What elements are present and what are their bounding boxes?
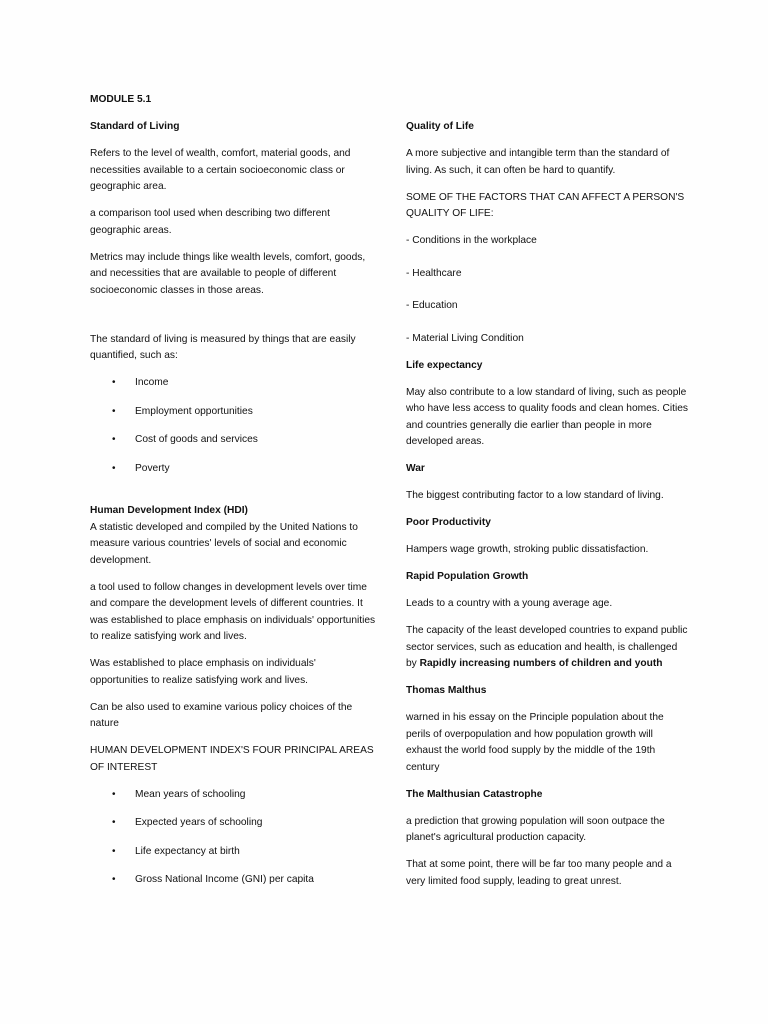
qol-factors-heading: SOME OF THE FACTORS THAT CAN AFFECT A PERSON'S QUALITY OF LIFE: bbox=[406, 191, 685, 219]
bullet-icon: • bbox=[112, 434, 116, 445]
bullet-icon: • bbox=[112, 405, 116, 417]
thomas-malthus-text: warned in his essay on the Principle population about the perils of overpopulation and how population growth will exhaust the world food supply by the middle of the 19th century bbox=[406, 712, 664, 773]
bullet-icon: • bbox=[112, 817, 116, 828]
poor-productivity-text: Hampers wage growth, stroking public dissatisfaction. bbox=[406, 544, 649, 555]
qol-factor: - Healthcare bbox=[406, 267, 462, 279]
rpg-text: Leads to a country with a young average age. bbox=[406, 598, 613, 609]
hdi-list bbox=[90, 787, 376, 889]
hdi-emphasis: Was established to place emphasis on individuals' opportunities to realize satisfying work and lives. bbox=[90, 658, 316, 686]
thomas-malthus-heading: Thomas Malthus bbox=[406, 685, 487, 696]
qol-factor: - Material Living Condition bbox=[406, 332, 524, 344]
sol-measured: The standard of living is measured by things that are easily quantified, such as: bbox=[90, 333, 356, 361]
war-heading: War bbox=[406, 463, 425, 474]
sol-metrics: Metrics may include things like wealth levels, comfort, goods, and necessities that are available to people of different socioeconomic classes in those areas. bbox=[90, 251, 366, 296]
qol-factor: - Conditions in the workplace bbox=[406, 235, 537, 246]
bullet-icon: • bbox=[112, 462, 116, 474]
bullet-icon: • bbox=[112, 874, 116, 885]
poor-productivity-heading: Poor Productivity bbox=[406, 517, 491, 528]
qol-factor: - Education bbox=[406, 300, 458, 311]
bullet-icon: • bbox=[112, 788, 116, 800]
list-item: • Expected years of schooling bbox=[90, 815, 376, 832]
rpg-capacity: The capacity of the least developed countries to expand public sector services, such as education and health, is challenged by Rapidly increasing numbers of children and youth bbox=[406, 625, 688, 669]
hdi-tool: a tool used to follow changes in development levels over time and compare the development levels of different countries. It was established to place emphasis on individuals' opportunities to realize satisfying work and lives. bbox=[90, 581, 376, 642]
module-title: MODULE 5.1 bbox=[90, 94, 152, 105]
hdi-areas-heading: HUMAN DEVELOPMENT INDEX'S FOUR PRINCIPAL AREAS OF INTEREST bbox=[90, 745, 374, 773]
list-item: • Employment opportunities bbox=[90, 404, 376, 421]
bullet-icon: • bbox=[112, 377, 116, 388]
right-column bbox=[406, 119, 688, 901]
standard-of-living-heading: Standard of Living bbox=[90, 121, 180, 132]
bullet-icon: • bbox=[112, 845, 116, 857]
qol-definition: A more subjective and intangible term than the standard of living. As such, it can often be hard to quantify. bbox=[406, 148, 670, 176]
list-item: • Cost of goods and services bbox=[90, 432, 376, 449]
life-expectancy-text: May also contribute to a low standard of living, such as people who have less access to quality foods and clean homes. Cities and countries generally die earlier than people in more developed areas. bbox=[406, 386, 689, 447]
list-item: • Income bbox=[90, 375, 376, 392]
quality-of-life-heading: Quality of Life bbox=[406, 121, 474, 132]
life-expectancy-heading: Life expectancy bbox=[406, 359, 483, 371]
malthusian-catastrophe-text: a prediction that growing population will soon outpace the planet's agricultural production capacity. bbox=[406, 815, 665, 843]
list-item: • Mean years of schooling bbox=[90, 787, 376, 804]
hdi-heading: Human Development Index (HDI) bbox=[90, 505, 248, 516]
left-column bbox=[90, 92, 376, 901]
sol-list bbox=[90, 375, 376, 477]
sol-comparison: a comparison tool used when describing two different geographic areas. bbox=[90, 208, 330, 236]
war-text: The biggest contributing factor to a low standard of living. bbox=[406, 490, 664, 501]
malthusian-catastrophe-heading: The Malthusian Catastrophe bbox=[406, 788, 543, 800]
rapid-population-growth-heading: Rapid Population Growth bbox=[406, 571, 529, 582]
hdi-policy: Can be also used to examine various policy choices of the nature bbox=[90, 701, 353, 729]
malthusian-unrest-text: That at some point, there will be far too many people and a very limited food supply, leading to great unrest. bbox=[406, 859, 672, 887]
sol-definition: Refers to the level of wealth, comfort, material goods, and necessities available to a certain socioeconomic class or geographic area. bbox=[90, 148, 351, 192]
list-item: • Life expectancy at birth bbox=[90, 844, 376, 861]
hdi-definition: A statistic developed and compiled by the United Nations to measure various countries' levels of social and economic development. bbox=[90, 521, 358, 566]
list-item: • Poverty bbox=[90, 461, 376, 478]
list-item: • Gross National Income (GNI) per capita bbox=[90, 872, 376, 889]
